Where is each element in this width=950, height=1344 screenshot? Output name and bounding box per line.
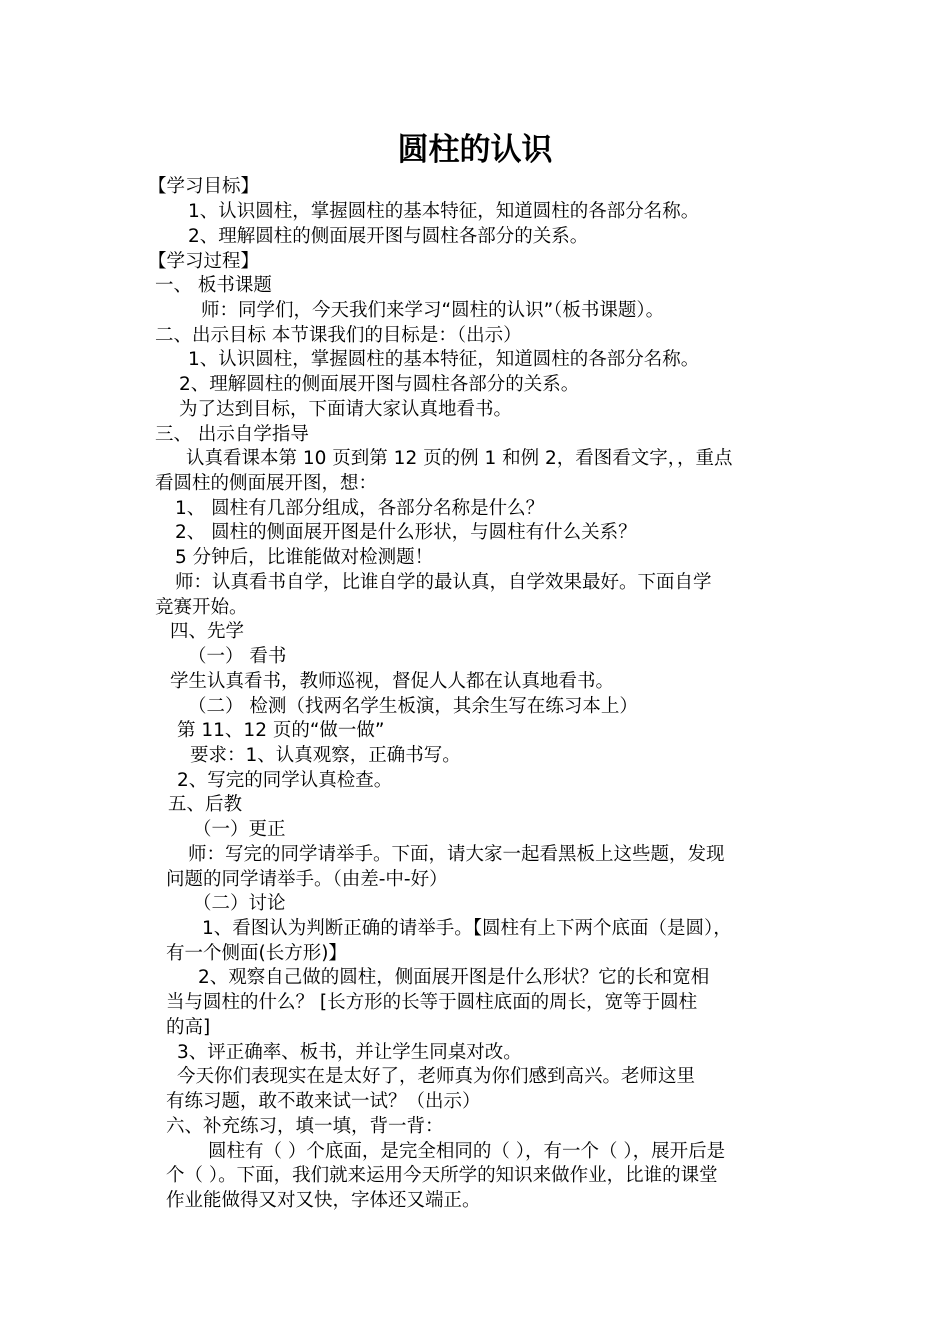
text-line: 有一个侧面(长方形)】 <box>166 943 347 964</box>
text-line: 个（ ）。下面，我们就来运用今天所学的知识来做作业，比谁的课堂 <box>166 1165 718 1186</box>
text-line: 问题的同学请举手。（由差-中-好） <box>166 869 448 890</box>
text-line: 四、先学 <box>170 621 245 642</box>
text-line: 的高] <box>166 1017 211 1038</box>
text-line: （二） 检测（找两名学生板演，其余生写在练习本上） <box>188 696 638 717</box>
text-line: 3、评正确率、板书，并让学生同桌对改。 <box>177 1042 522 1063</box>
text-line: 师：同学们，今天我们来学习“圆柱的认识”（板书课题）。 <box>201 300 665 321</box>
text-line: 2、理解圆柱的侧面展开图与圆柱各部分的关系。 <box>179 374 580 395</box>
text-line: 看圆柱的侧面展开图，想： <box>155 473 378 494</box>
text-line: 五、后教 <box>168 794 243 815</box>
text-line: 要求：1、认真观察，正确书写。 <box>190 745 461 766</box>
text-line: 学生认真看书，教师巡视，督促人人都在认真地看书。 <box>170 671 615 692</box>
text-line: 1、认识圆柱，掌握圆柱的基本特征，知道圆柱的各部分名称。 <box>188 349 700 370</box>
text-line: 师：写完的同学请举手。下面，请大家一起看黑板上这些题，发现 <box>188 844 725 865</box>
text-line: 二、出示目标 本节课我们的目标是：（出示） <box>155 325 522 346</box>
text-line: 认真看课本第 10 页到第 12 页的例 1 和例 2，看图看文字，，重点 <box>186 448 733 469</box>
text-line: 当与圆柱的什么？ [长方形的长等于圆柱底面的周长，宽等于圆柱 <box>166 992 698 1013</box>
text-line: 1、认识圆柱，掌握圆柱的基本特征，知道圆柱的各部分名称。 <box>188 201 700 222</box>
text-line: 第 11、12 页的“做一做” <box>177 720 385 741</box>
text-line-section-heading: 【学习过程】 <box>148 251 260 272</box>
text-line: 三、 出示自学指导 <box>155 424 309 445</box>
document-title: 圆柱的认识 <box>397 132 553 168</box>
text-line: 作业能做得又对又快，字体还又端正。 <box>166 1190 481 1211</box>
text-line: 有练习题，敢不敢来试一试？（出示） <box>166 1091 481 1112</box>
text-line: （二）讨论 <box>193 893 286 914</box>
text-line: 圆柱有（ ）个底面，是完全相同的（ ），有一个（ ），展开后是 <box>208 1141 726 1162</box>
text-line: 2、理解圆柱的侧面展开图与圆柱各部分的关系。 <box>188 226 589 247</box>
text-line: 2、观察自己做的圆柱，侧面展开图是什么形状？它的长和宽相 <box>198 967 710 988</box>
text-line-section-heading: 【学习目标】 <box>148 176 260 197</box>
text-line: （一）更正 <box>193 819 286 840</box>
text-line: 2、写完的同学认真检查。 <box>177 770 393 791</box>
text-line: （一） 看书 <box>188 646 287 667</box>
text-line: 2、 圆柱的侧面展开图是什么形状，与圆柱有什么关系？ <box>175 522 637 543</box>
text-line: 竞赛开始。 <box>155 597 248 618</box>
text-line: 1、看图认为判断正确的请举手。【圆柱有上下两个底面（是圆）， <box>202 918 732 939</box>
text-line: 5 分钟后，比谁能做对检测题！ <box>175 547 434 568</box>
text-line: 师：认真看书自学，比谁自学的最认真，自学效果最好。下面自学 <box>175 572 712 593</box>
text-line: 1、 圆柱有几部分组成，各部分名称是什么？ <box>175 498 545 519</box>
text-line: 一、 板书课题 <box>155 275 272 296</box>
text-line: 为了达到目标，下面请大家认真地看书。 <box>179 399 513 420</box>
text-line: 今天你们表现实在是太好了，老师真为你们感到高兴。老师这里 <box>177 1066 696 1087</box>
text-line: 六、补充练习，填一填，背一背： <box>166 1116 444 1137</box>
